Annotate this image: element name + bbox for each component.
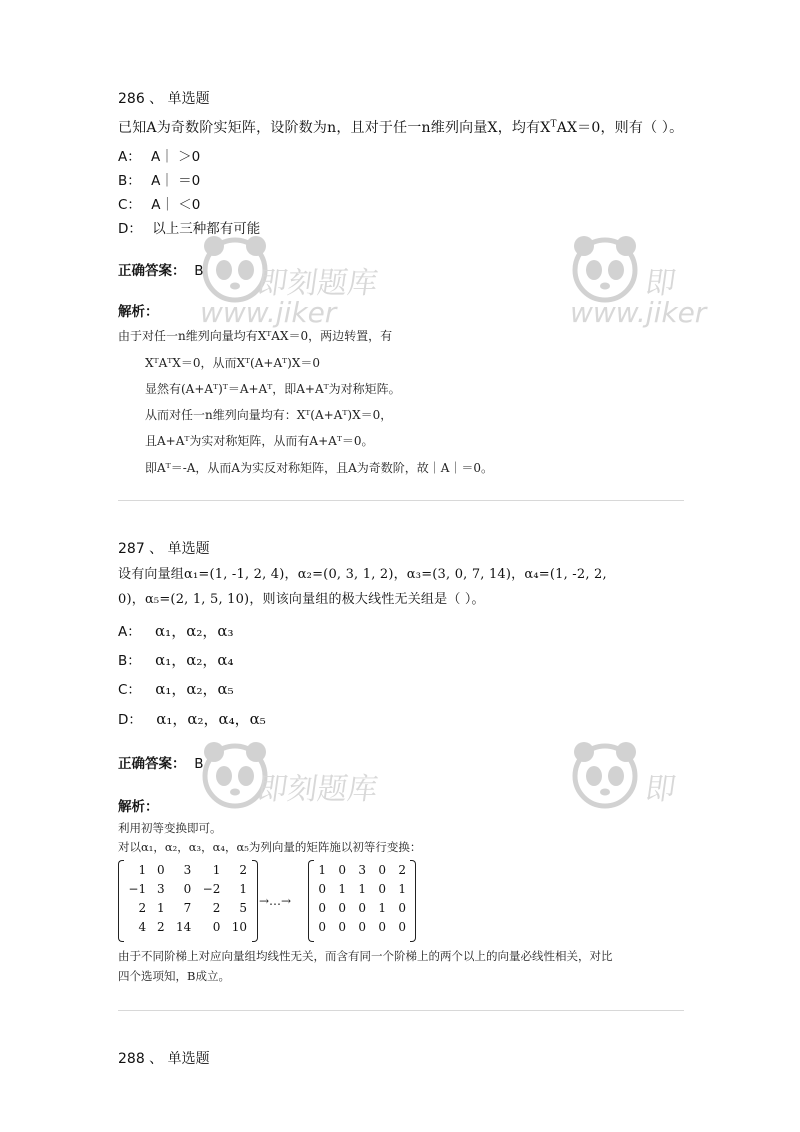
matrix-cell: 0 (358, 919, 366, 934)
option-label: D： (118, 221, 142, 237)
watermark-brand: 即刻题库 (255, 772, 380, 807)
option-b (118, 649, 234, 670)
matrix-row (122, 860, 252, 879)
watermark-url: www.jiker (200, 296, 337, 329)
matrix-row (311, 860, 411, 879)
explanation-line: 四个选项知，B成立。 (118, 969, 230, 983)
matrix-cell: 0 (378, 881, 386, 896)
matrix-cell: 3 (358, 862, 366, 877)
question-stem-line: 0)，α₅=(2, 1, 5, 10)，则该向量组的极大线性无关组是（ ）。 (118, 592, 485, 607)
matrix-bracket (410, 860, 416, 942)
analysis-label: 解析： (118, 799, 159, 815)
analysis-label: 解析： (118, 304, 159, 320)
divider (118, 500, 684, 501)
watermark-brand-partial: 即 (643, 772, 678, 807)
matrix-arrow: →…→ (259, 894, 292, 908)
answer-label: 正确答案： (118, 756, 186, 772)
option-a (118, 145, 200, 165)
matrix-bracket (308, 860, 314, 942)
panda-logo-icon (570, 232, 640, 312)
option-label: B： (118, 653, 141, 669)
explanation-line: 显然有(A+Aᵀ)ᵀ＝A+Aᵀ，即A+Aᵀ为对称矩阵。 (145, 382, 401, 396)
explanation-line: 即Aᵀ＝-A，从而A为实反对称矩阵，且A为奇数阶，故｜A｜＝0。 (145, 461, 494, 475)
stem-superscript: T (550, 119, 557, 130)
question-stem (118, 117, 683, 137)
question-heading: 286 、 单选题 (118, 91, 210, 107)
stem-end: AX＝0，则有（ ）。 (556, 120, 684, 136)
matrix-cell: 2 (239, 862, 247, 877)
option-a (118, 620, 233, 641)
matrix-cell: 1 (157, 900, 165, 915)
matrix-row (311, 917, 411, 936)
explanation-line: 且A+Aᵀ为实对称矩阵，从而有A+Aᵀ＝0。 (145, 434, 374, 448)
matrix-cell: 0 (338, 862, 346, 877)
explanation-line: 利用初等变换即可。 (118, 821, 222, 835)
watermark (570, 738, 685, 828)
matrix-cell: 1 (398, 881, 406, 896)
option-c (118, 193, 200, 213)
option-text: A｜ ＞0 (151, 149, 201, 165)
matrix-cell: 1 (138, 862, 147, 877)
matrix-cell: −1 (128, 881, 147, 896)
matrix-cell: 0 (398, 900, 406, 915)
matrix-cell: 14 (175, 919, 192, 934)
explanation-line: 对以α₁，α₂，α₃，α₄，α₅为列向量的矩阵施以初等行变换： (118, 840, 422, 854)
matrix-cell: 2 (157, 919, 165, 934)
matrix-cell: 1 (239, 881, 247, 896)
option-label: C： (118, 197, 141, 213)
question-heading: 287 、 单选题 (118, 541, 210, 557)
matrix-cell: 0 (338, 919, 346, 934)
answer-label: 正确答案： (118, 263, 186, 279)
matrix-cell: 1 (378, 900, 386, 915)
matrix-row (311, 879, 411, 898)
option-text: α₁，α₂，α₄ (155, 651, 234, 669)
matrix-cell: 0 (212, 919, 221, 934)
matrix-cell: 0 (358, 900, 366, 915)
matrix-cell: 0 (318, 919, 326, 934)
matrix-row (122, 898, 252, 917)
option-label: C： (118, 682, 141, 698)
matrix-left (118, 860, 252, 936)
option-text: 以上三种都有可能 (152, 221, 261, 237)
watermark-url: www.jiker (570, 296, 707, 329)
answer-value: B (194, 756, 204, 772)
panda-logo-icon (200, 232, 270, 312)
matrix-cell: 1 (358, 881, 366, 896)
matrix-cell: 2 (398, 862, 406, 877)
matrix-cell: 0 (338, 900, 346, 915)
correct-answer (118, 259, 203, 279)
option-b (118, 169, 200, 189)
matrix-cell: 3 (157, 881, 165, 896)
matrix-cell: 5 (239, 900, 247, 915)
option-text: A｜ ＝0 (151, 173, 201, 189)
watermark-brand-partial: 即 (643, 266, 678, 301)
divider (118, 1010, 684, 1011)
matrix-cell: 0 (318, 881, 326, 896)
matrix-cell: 2 (212, 900, 221, 915)
matrix-cell: 0 (398, 919, 406, 934)
matrix-cell: 1 (338, 881, 346, 896)
matrix-cell: 0 (378, 862, 386, 877)
panda-logo-icon (200, 738, 270, 818)
explanation-line: 从而对任一n维列向量均有：Xᵀ(A+Aᵀ)X＝0， (145, 408, 393, 422)
panda-logo-icon (570, 738, 640, 818)
correct-answer (118, 752, 203, 772)
watermark (570, 232, 707, 342)
question-stem-line: 设有向量组α₁=(1, -1, 2, 4)，α₂=(0, 3, 1, 2)，α₃=(3, 0, 7, 14)，α₄=(1, -2, 2, (118, 567, 607, 582)
matrix-cell: 0 (318, 900, 326, 915)
matrix-cell: 0 (183, 881, 192, 896)
matrix-cell: 0 (157, 862, 165, 877)
answer-value: B (194, 263, 204, 279)
option-d (118, 708, 266, 729)
matrix-cell: 2 (138, 900, 147, 915)
watermark-brand: 即刻题库 (255, 266, 380, 301)
matrix-cell: 1 (212, 862, 221, 877)
explanation-line: 由于对任一n维列向量均有XᵀAX＝0，两边转置，有 (118, 329, 393, 343)
matrix-cell: −2 (202, 881, 221, 896)
option-label: A： (118, 624, 141, 640)
matrix-row (311, 898, 411, 917)
matrix-cell: 3 (183, 862, 192, 877)
option-label: D： (118, 712, 142, 728)
explanation-line: 由于不同阶梯上对应向量组均线性无关，而含有同一个阶梯上的两个以上的向量必线性相关，对比 (118, 949, 613, 963)
matrix-cell: 4 (138, 919, 147, 934)
matrix-bracket (118, 860, 124, 942)
question-heading: 288 、 单选题 (118, 1051, 210, 1067)
matrix-cell: 0 (378, 919, 386, 934)
stem-text: 已知A为奇数阶实矩阵，设阶数为n，且对于任一n维列向量X，均有X (118, 120, 551, 136)
matrix-right (308, 860, 411, 936)
option-text: α₁，α₂，α₄，α₅ (156, 710, 266, 728)
option-label: A： (118, 149, 141, 165)
matrix-row (122, 917, 252, 936)
option-text: α₁，α₂，α₃ (155, 622, 234, 640)
matrix-cell: 10 (231, 919, 247, 934)
matrix-bracket (252, 860, 258, 942)
option-text: A｜ ＜0 (151, 197, 201, 213)
matrix-cell: 1 (318, 862, 326, 877)
matrix-cell: 7 (183, 900, 192, 915)
option-d (118, 217, 260, 237)
option-label: B： (118, 173, 141, 189)
option-text: α₁，α₂，α₅ (155, 680, 234, 698)
matrix-row (122, 879, 252, 898)
explanation-line: XᵀAᵀX＝0，从而Xᵀ(A+Aᵀ)X＝0 (145, 356, 321, 370)
option-c (118, 678, 234, 699)
